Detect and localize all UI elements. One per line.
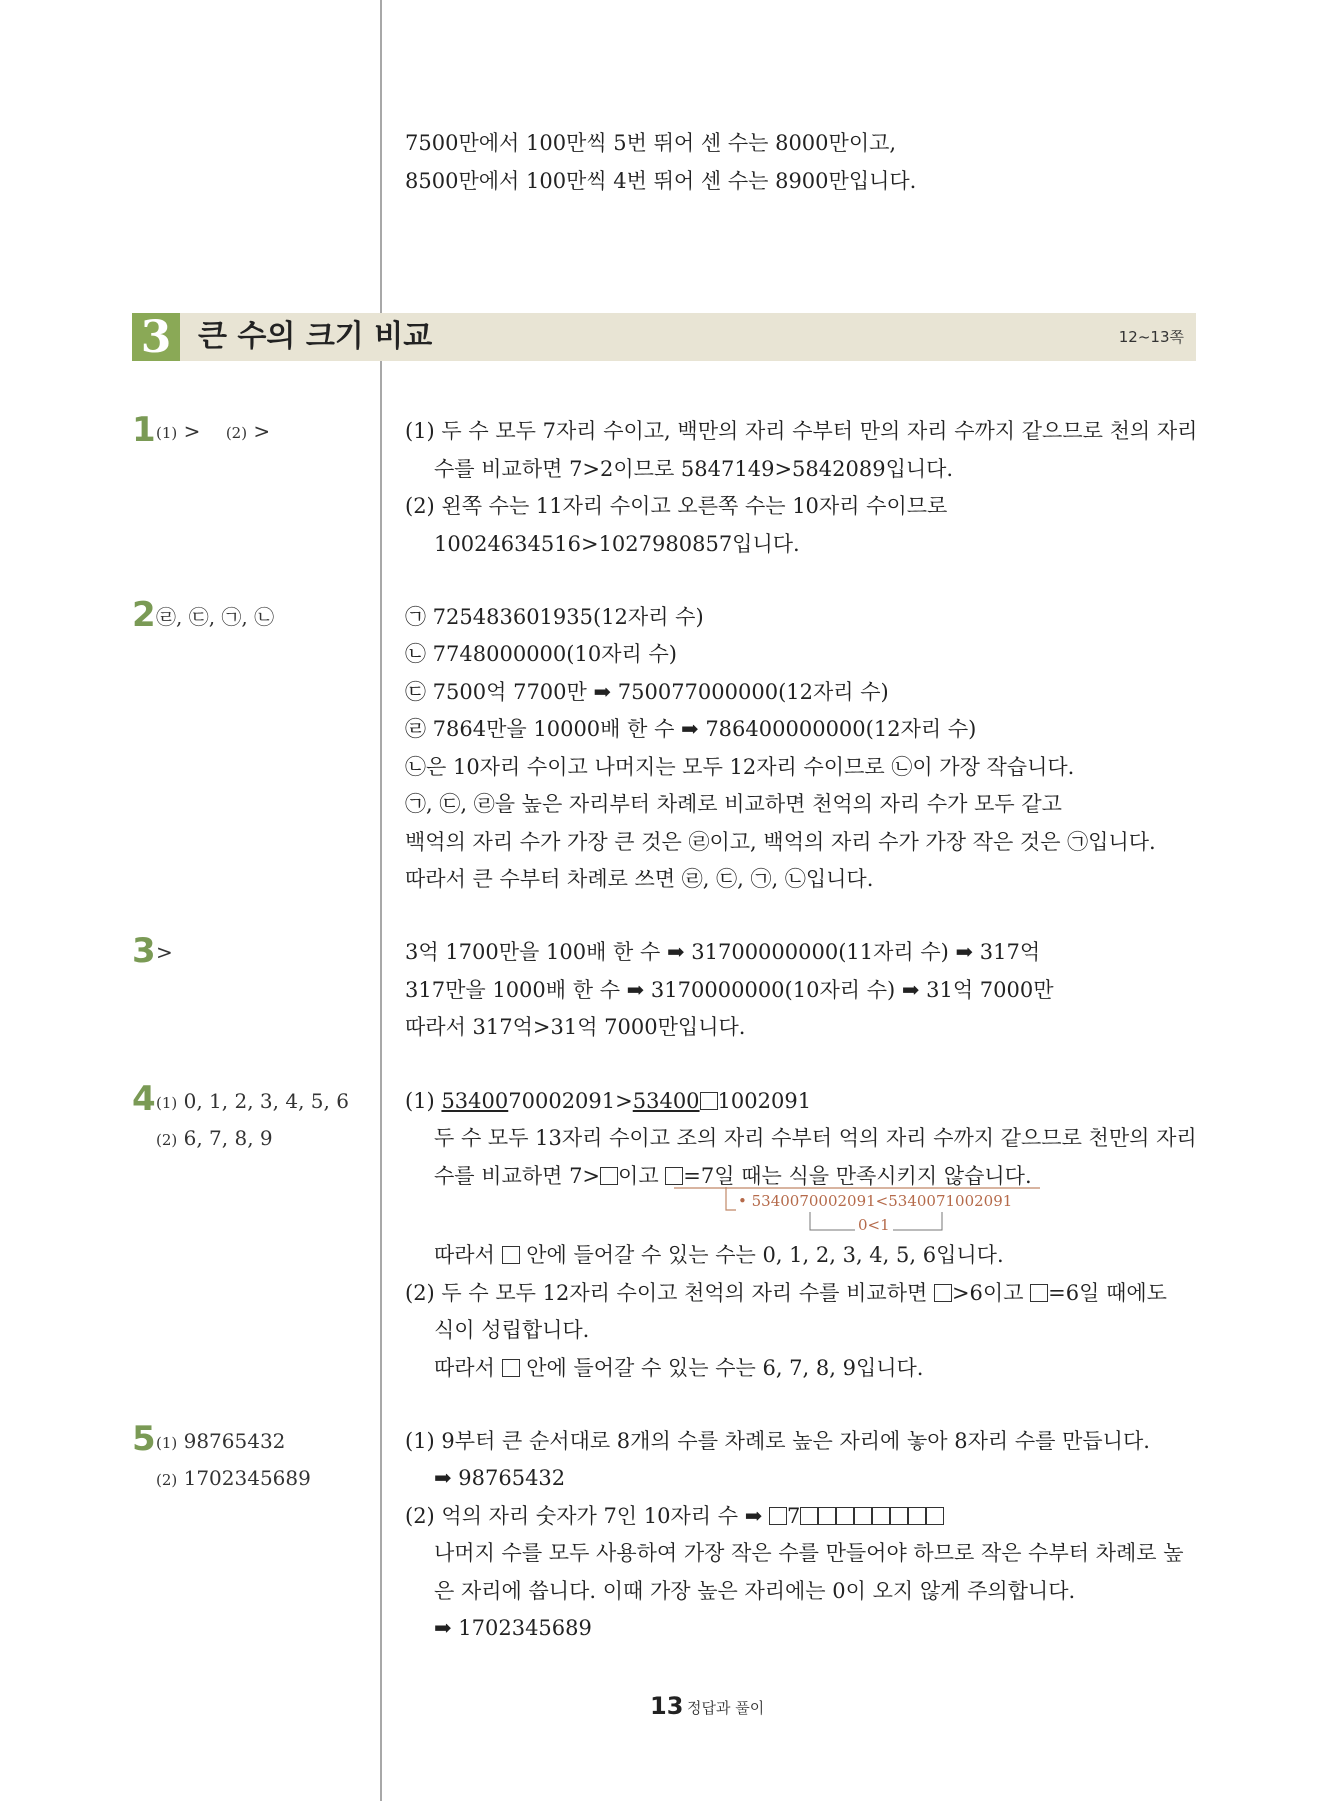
page-number: 13 (650, 1692, 684, 1720)
q2-line-1: ㉠ 725483601935(12자리 수) (405, 605, 704, 629)
question-1-answer: (1) > (2) > (156, 419, 271, 443)
question-4-number: 4 (132, 1079, 156, 1119)
q2-line-8: 따라서 큰 수부터 차례로 쓰면 ㉣, ㉢, ㉠, ㉡입니다. (405, 867, 874, 891)
column-divider (380, 0, 382, 1801)
intro-line-1: 7500만에서 100만씩 5번 뛰어 센 수는 8000만이고, (405, 131, 897, 155)
q2-line-4: ㉣ 7864만을 10000배 한 수 ➡ 786400000000(12자리 수) (405, 717, 977, 741)
q2-line-6: ㉠, ㉢, ㉣을 높은 자리부터 차례로 비교하면 천억의 자리 수가 모두 같고 (405, 792, 1062, 816)
q4-line-1: (1) 5340070002091>53400 1002091 (405, 1089, 812, 1113)
question-2-answer: ㉣, ㉢, ㉠, ㉡ (156, 605, 275, 629)
intro-line-2: 8500만에서 100만씩 4번 뛰어 센 수는 8900만입니다. (405, 169, 917, 193)
blank-box (502, 1246, 520, 1264)
section-title: 큰 수의 크기 비교 (198, 319, 433, 354)
blank-box (908, 1507, 926, 1525)
q2-line-3: ㉢ 7500억 7700만 ➡ 750077000000(12자리 수) (405, 680, 889, 704)
blank-box (890, 1507, 908, 1525)
q1-line-3: (2) 왼쪽 수는 11자리 수이고 오른쪽 수는 10자리 수이므로 (405, 494, 948, 518)
q3-line-2: 317만을 1000배 한 수 ➡ 3170000000(10자리 수) ➡ 31억 7000만 (405, 978, 1054, 1002)
q4-line-4: 따라서 안에 들어갈 수 있는 수는 0, 1, 2, 3, 4, 5, 6입니다. (434, 1243, 1004, 1267)
question-4-answer-2: (2) 6, 7, 8, 9 (156, 1126, 273, 1150)
q1-line-2: 수를 비교하면 7>2이므로 5847149>5842089입니다. (434, 457, 954, 481)
blank-box (872, 1507, 890, 1525)
q2-line-2: ㉡ 7748000000(10자리 수) (405, 642, 677, 666)
question-5-answer-2: (2) 1702345689 (156, 1466, 311, 1490)
blank-box (1030, 1284, 1048, 1302)
q1-line-1: (1) 두 수 모두 7자리 수이고, 백만의 자리 수부터 만의 자리 수까지 같으므로 천의 자리 (405, 419, 1198, 443)
q5-line-2: ➡ 98765432 (434, 1466, 566, 1490)
blank-box (769, 1507, 787, 1525)
q5-line-3: (2) 억의 자리 숫자가 7인 10자리 수 ➡ 7 (405, 1501, 944, 1531)
question-3-number: 3 (132, 931, 156, 971)
blank-box (665, 1167, 683, 1185)
question-5-answer-1: (1) 98765432 (156, 1429, 286, 1453)
question-5-number: 5 (132, 1419, 156, 1459)
footer-label: 정답과 풀이 (687, 1699, 765, 1717)
q5-line-5: 은 자리에 씁니다. 이때 가장 높은 자리에는 0이 오지 않게 주의합니다. (434, 1579, 1076, 1603)
q4-line-6: 식이 성립합니다. (434, 1318, 590, 1342)
annotation-note-2: 0<1 (855, 1216, 893, 1234)
q2-line-5: ㉡은 10자리 수이고 나머지는 모두 12자리 수이므로 ㉡이 가장 작습니다. (405, 755, 1075, 779)
question-3-answer: > (156, 940, 173, 964)
blank-box (502, 1359, 520, 1377)
blank-box (818, 1507, 836, 1525)
blank-box (800, 1507, 818, 1525)
q5-line-6: ➡ 1702345689 (434, 1616, 592, 1640)
annotation-bracket-left (726, 1187, 736, 1210)
q1-line-4: 10024634516>1027980857입니다. (434, 532, 800, 556)
q4-line-7: 따라서 안에 들어갈 수 있는 수는 6, 7, 8, 9입니다. (434, 1356, 924, 1380)
section-number: 3 (132, 313, 180, 361)
q5-line-1: (1) 9부터 큰 순서대로 8개의 수를 차례로 높은 자리에 놓아 8자리 수를 만듭니다. (405, 1429, 1150, 1453)
blank-box (854, 1507, 872, 1525)
q5-line-4: 나머지 수를 모두 사용하여 가장 작은 수를 만들어야 하므로 작은 수부터 차례로 높 (434, 1541, 1184, 1565)
q3-line-3: 따라서 317억>31억 7000만입니다. (405, 1015, 746, 1039)
blank-box (700, 1092, 718, 1110)
question-2-number: 2 (132, 595, 156, 635)
q4-line-2: 두 수 모두 13자리 수이고 조의 자리 수부터 억의 자리 수까지 같으므로 천만의 자리 (434, 1126, 1197, 1150)
q4-line-5: (2) 두 수 모두 12자리 수이고 천억의 자리 수를 비교하면 >6이고 =6일 때에도 (405, 1281, 1167, 1305)
q2-line-7: 백억의 자리 수가 가장 큰 것은 ㉣이고, 백억의 자리 수가 가장 작은 것은 ㉠입니다. (405, 830, 1156, 854)
blank-box (600, 1167, 618, 1185)
question-4-answer-1: (1) 0, 1, 2, 3, 4, 5, 6 (156, 1089, 349, 1113)
blank-box (836, 1507, 854, 1525)
section-banner (132, 313, 1196, 361)
blank-box (926, 1507, 944, 1525)
section-pages: 12~13쪽 (1118, 328, 1184, 346)
blank-box (934, 1284, 952, 1302)
q4-line-3: 수를 비교하면 7> 이고 =7일 때는 식을 만족시키지 않습니다. (434, 1164, 1032, 1188)
question-1-number: 1 (132, 410, 156, 450)
q3-line-1: 3억 1700만을 100배 한 수 ➡ 31700000000(11자리 수) ➡ 317억 (405, 940, 1041, 964)
annotation-note-1: • 5340070002091<5340071002091 (738, 1192, 1013, 1210)
